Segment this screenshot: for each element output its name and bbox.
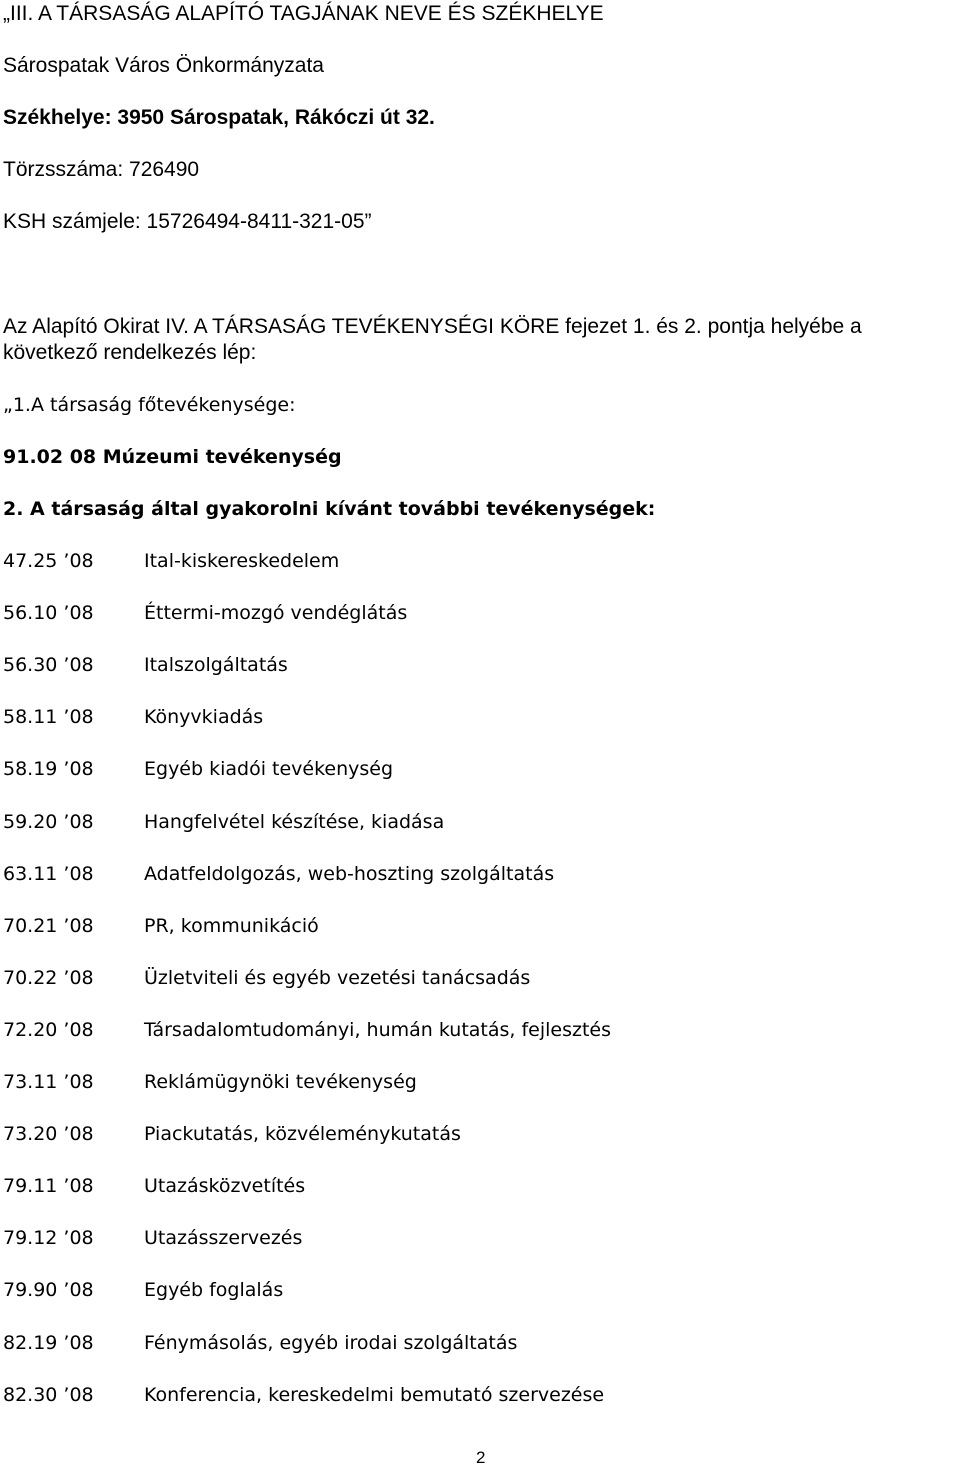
activity-description: Utazásközvetítés	[144, 1175, 306, 1197]
activity-description: Reklámügynöki tevékenység	[144, 1071, 417, 1093]
activity-row	[3, 1330, 903, 1356]
activity-description: Egyéb kiadói tevékenység	[144, 758, 394, 780]
amendment-text-line-1: Az Alapító Okirat IV. A TÁRSASÁG TEVÉKENYSÉGI KÖRE fejezet 1. és 2. pontja helyébe a	[3, 315, 862, 338]
activity-code: 47.25 ’08	[3, 550, 94, 572]
activity-row	[3, 1382, 903, 1408]
activity-description: Ital-kiskereskedelem	[144, 550, 340, 572]
activity-row	[3, 1017, 903, 1043]
activity-description: Utazásszervezés	[144, 1227, 303, 1249]
registry-number: Törzsszáma: 726490	[3, 158, 200, 181]
activity-row	[3, 548, 903, 574]
section-title: „III. A TÁRSASÁG ALAPÍTÓ TAGJÁNAK NEVE ÉS SZÉKHELYE	[3, 2, 604, 25]
activity-row	[3, 1121, 903, 1147]
activity-description: PR, kommunikáció	[144, 915, 319, 937]
activity-description: Piackutatás, közvéleménykutatás	[144, 1123, 461, 1145]
activity-description: Adatfeldolgozás, web-hoszting szolgáltatás	[144, 863, 555, 885]
activity-row	[3, 809, 903, 835]
activity-row	[3, 652, 903, 678]
activity-code: 73.20 ’08	[3, 1123, 94, 1145]
activity-code: 58.19 ’08	[3, 758, 94, 780]
activity-row	[3, 1069, 903, 1095]
activity-row	[3, 1277, 903, 1303]
activity-description: Fénymásolás, egyéb irodai szolgáltatás	[144, 1332, 518, 1354]
activity-description: Üzletviteli és egyéb vezetési tanácsadás	[144, 967, 531, 989]
activity-row	[3, 1225, 903, 1251]
activity-code: 79.90 ’08	[3, 1279, 94, 1301]
activity-row	[3, 1173, 903, 1199]
activity-code: 82.19 ’08	[3, 1332, 94, 1354]
founder-seat: Székhelye: 3950 Sárospatak, Rákóczi út 32.	[3, 106, 435, 129]
activity-description: Italszolgáltatás	[144, 654, 288, 676]
activity-code: 56.10 ’08	[3, 602, 94, 624]
activity-row	[3, 913, 903, 939]
activity-code: 58.11 ’08	[3, 706, 94, 728]
activity-code: 82.30 ’08	[3, 1384, 94, 1406]
activity-description: Egyéb foglalás	[144, 1279, 284, 1301]
activity-code: 73.11 ’08	[3, 1071, 94, 1093]
activity-code: 70.21 ’08	[3, 915, 94, 937]
activity-description: Hangfelvétel készítése, kiadása	[144, 811, 445, 833]
activity-row	[3, 600, 903, 626]
activity-code: 70.22 ’08	[3, 967, 94, 989]
activity-code: 59.20 ’08	[3, 811, 94, 833]
other-activities-heading: 2. A társaság által gyakorolni kívánt további tevékenységek:	[3, 498, 656, 520]
founder-name: Sárospatak Város Önkormányzata	[3, 54, 324, 77]
activity-description: Társadalomtudományi, humán kutatás, fejlesztés	[144, 1019, 612, 1041]
activity-code: 63.11 ’08	[3, 863, 94, 885]
activity-row	[3, 861, 903, 887]
activity-description: Éttermi-mozgó vendéglátás	[144, 602, 408, 624]
activity-description: Konferencia, kereskedelmi bemutató szervezése	[144, 1384, 605, 1406]
main-activity: 91.02 08 Múzeumi tevékenység	[3, 446, 342, 468]
page-number: 2	[476, 1448, 486, 1467]
main-activity-heading: „1.A társaság főtevékenysége:	[3, 394, 296, 416]
activity-code: 79.12 ’08	[3, 1227, 94, 1249]
activity-row	[3, 965, 903, 991]
activity-row	[3, 704, 903, 730]
activity-code: 79.11 ’08	[3, 1175, 94, 1197]
amendment-text-line-2: következő rendelkezés lép:	[3, 341, 257, 364]
activity-description: Könyvkiadás	[144, 706, 264, 728]
ksh-code: KSH számjele: 15726494-8411-321-05”	[3, 210, 372, 233]
activity-code: 56.30 ’08	[3, 654, 94, 676]
activity-code: 72.20 ’08	[3, 1019, 94, 1041]
activity-row	[3, 756, 903, 782]
